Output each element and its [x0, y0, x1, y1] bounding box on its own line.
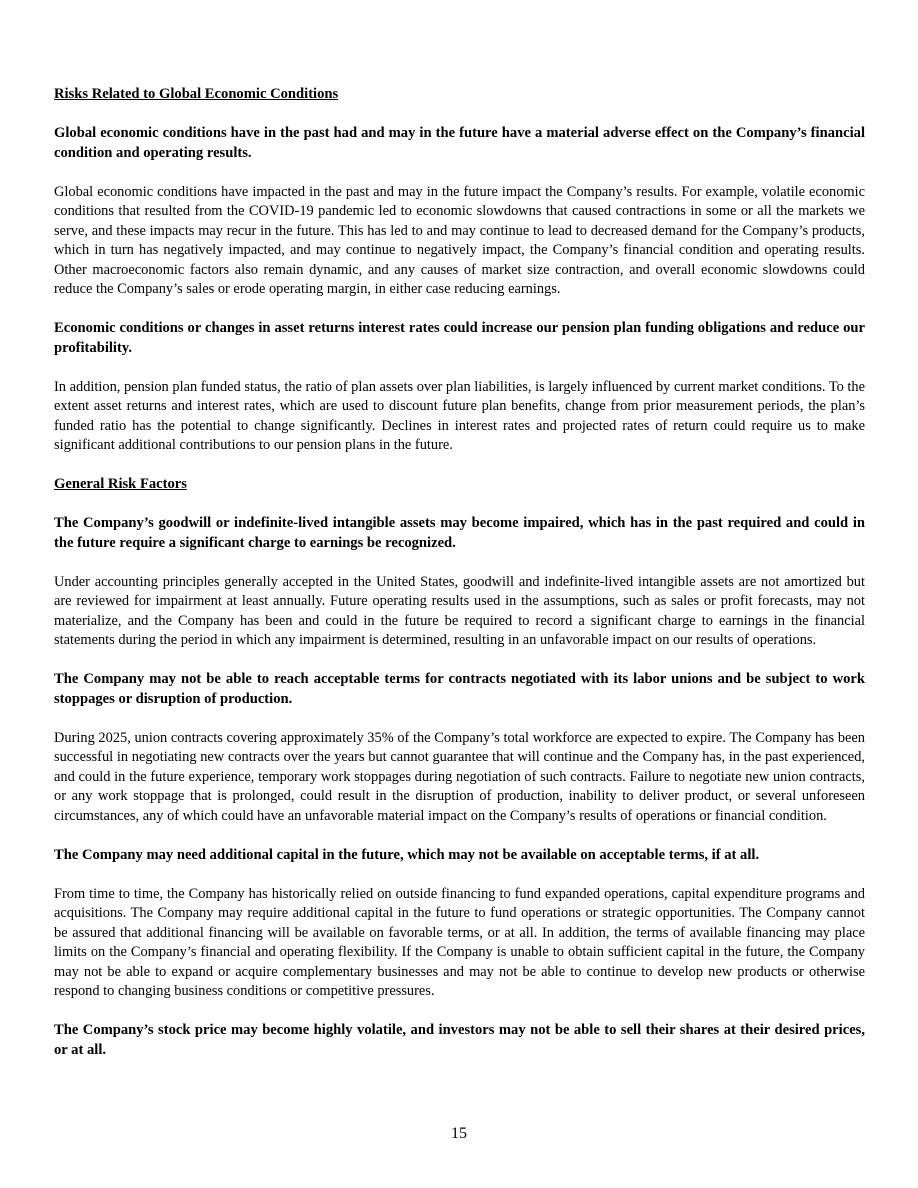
risk-title-goodwill: The Company’s goodwill or indefinite-lived intangible assets may become impaired, which has in the past required and could in the future require a significant charge to earnings be recognized. — [54, 515, 865, 551]
risk-title-pension: Economic conditions or changes in asset returns interest rates could increase our pension plan funding obligations and reduce our profitability. — [54, 320, 865, 356]
risk-body-labor-unions: During 2025, union contracts covering approximately 35% of the Company’s total workforce are expected to expire. The Company has been successful in negotiating new contracts over the years but cannot guarantee that will continue and the Company has, in the past experienced, and could in the future experience, temporary work stoppages during negotiation of such contracts. Failure to negotiate new union contracts, or any work stoppage that is prolonged, could result in the disruption of production, inability to deliver product, or several unforeseen circumstances, any of which could have an unfavorable material impact on the Company’s results of operations or financial condition. — [54, 729, 865, 824]
risk-title-additional-capital: The Company may need additional capital in the future, which may not be available on acceptable terms, if at all. — [54, 846, 760, 863]
risk-body-global-conditions: Global economic conditions have impacted in the past and may in the future impact the Company’s results. For example, volatile economic conditions that resulted from the COVID-19 pandemic led to economic slowdowns that caused contractions in some or all the markets we serve, and these impacts may recur in the future. This has led to and may continue to lead to decreased demand for the Company’s products, which in turn has negatively impacted, and may continue to negatively impact, the Company’s financial condition and operating results. Other macroeconomic factors also remain dynamic, and any causes of market size contraction, and overall economic slowdowns could reduce the Company’s sales or erode operating margin, in either case reducing earnings. — [54, 183, 865, 297]
document-page — [54, 85, 865, 1080]
risk-body-goodwill: Under accounting principles generally accepted in the United States, goodwill and indefinite-lived intangible assets are not amortized but are reviewed for impairment at least annually. Future operating results used in the assumptions, such as sales or profit forecasts, may not materialize, and the Company has been and could in the future be required to record a significant charge to earnings in the financial statements during the period in which any impairment is determined, resulting in an unfavorable impact on our results of operations. — [54, 573, 865, 648]
section-heading-general-risk: General Risk Factors — [54, 476, 187, 492]
risk-title-labor-unions: The Company may not be able to reach acceptable terms for contracts negotiated with its labor unions and be subject to work stoppages or disruption of production. — [54, 671, 865, 707]
risk-title-stock-volatility: The Company’s stock price may become highly volatile, and investors may not be able to sell their shares at their desired prices, or at all. — [54, 1022, 865, 1058]
risk-body-pension: In addition, pension plan funded status, the ratio of plan assets over plan liabilities, is largely influenced by current market conditions. To the extent asset returns and interest rates, which are used to discount future plan benefits, change from prior measurement periods, the plan’s funded ratio has the potential to change significantly. Declines in interest rates and projected rates of return could require us to make significant additional contributions to our pension plans in the future. — [54, 378, 865, 453]
page-number: 15 — [451, 1125, 467, 1142]
section-heading-global-economic: Risks Related to Global Economic Conditions — [54, 86, 339, 102]
risk-body-additional-capital: From time to time, the Company has historically relied on outside financing to fund expanded operations, capital expenditure programs and acquisitions. The Company may require additional capital in the future to fund operations or strategic opportunities. The Company cannot be assured that additional financing will be available on favorable terms, or at all. In addition, the terms of available financing may place limits on the Company’s financial and operating flexibility. If the Company is unable to obtain sufficient capital in the future, the Company may not be able to expand or acquire complementary businesses and may not be able to continue to develop new products or otherwise respond to changing business conditions or competitive pressures. — [54, 885, 865, 999]
risk-title-global-conditions: Global economic conditions have in the past had and may in the future have a material adverse effect on the Company’s financial condition and operating results. — [54, 125, 865, 161]
